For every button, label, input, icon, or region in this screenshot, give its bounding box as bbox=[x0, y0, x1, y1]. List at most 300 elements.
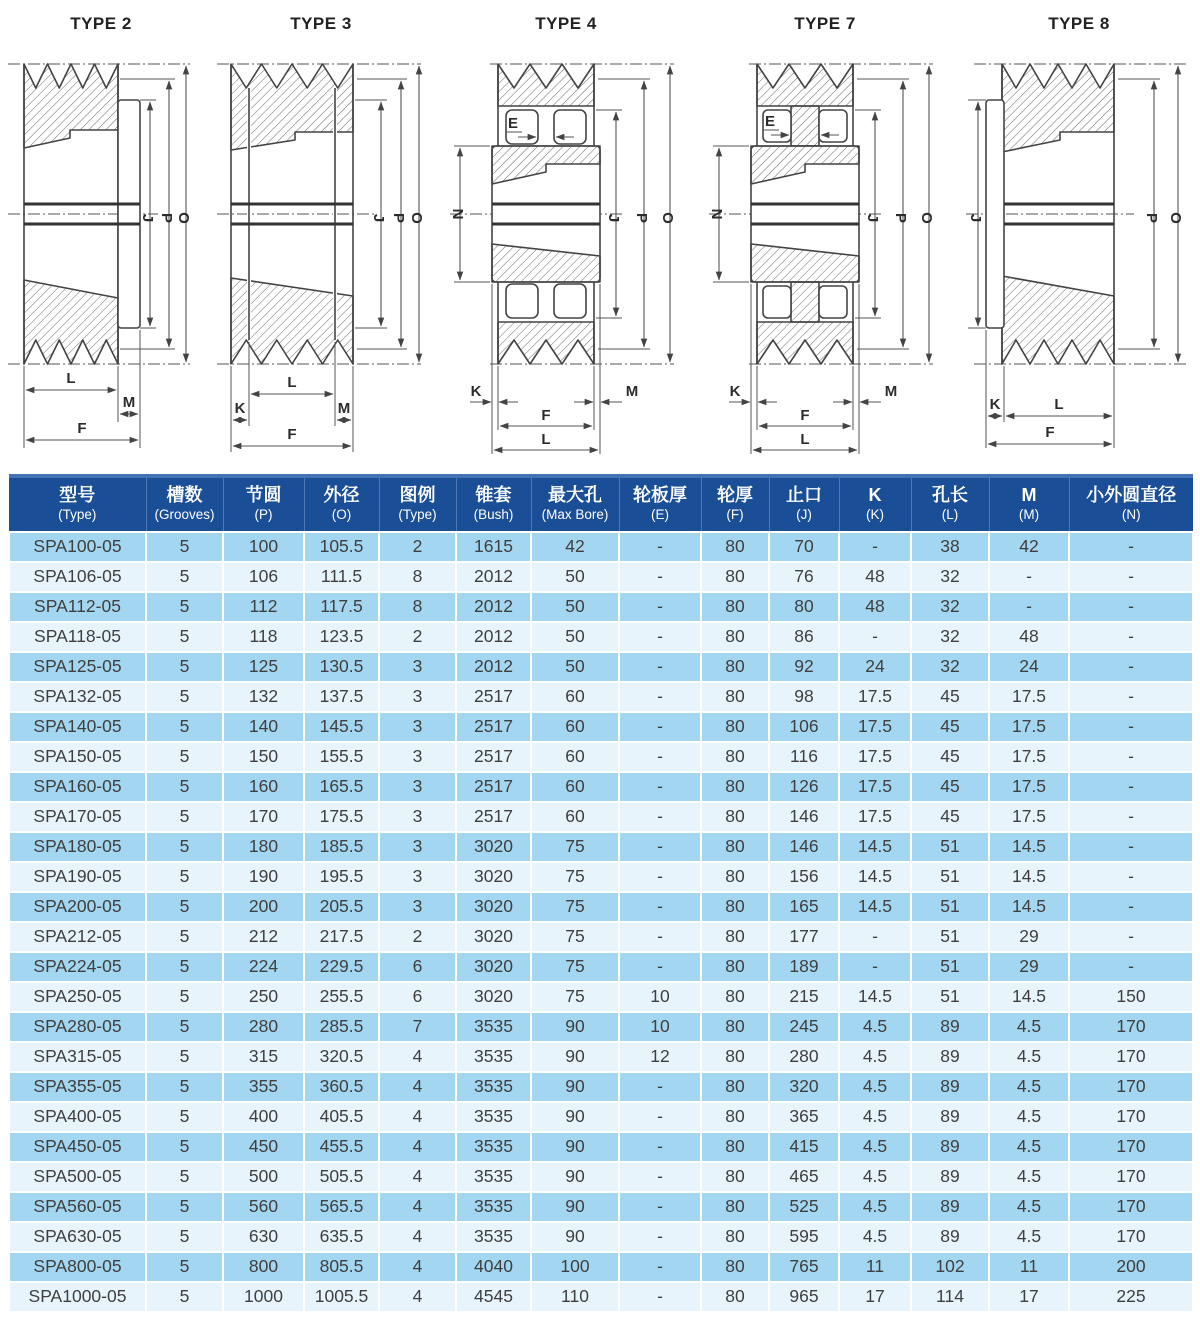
column-header bbox=[911, 476, 989, 532]
type-7-drawing bbox=[705, 34, 945, 464]
value-cell: 76 bbox=[769, 562, 839, 592]
column-header-en: (J) bbox=[796, 507, 812, 523]
value-cell: 38 bbox=[911, 532, 989, 562]
value-cell: 32 bbox=[911, 562, 989, 592]
value-cell: 4.5 bbox=[989, 1012, 1069, 1042]
value-cell: 60 bbox=[531, 742, 619, 772]
value-cell: - bbox=[619, 532, 701, 562]
value-cell: 150 bbox=[1069, 982, 1193, 1012]
type-4-drawing bbox=[446, 34, 686, 464]
model-cell: SPA125-05 bbox=[9, 652, 146, 682]
figure-type-8 bbox=[964, 0, 1194, 474]
value-cell: 3535 bbox=[456, 1192, 531, 1222]
dim-label-k: K bbox=[470, 383, 482, 400]
value-cell: 5 bbox=[146, 832, 223, 862]
value-cell: 89 bbox=[911, 1132, 989, 1162]
value-cell: 2517 bbox=[456, 712, 531, 742]
value-cell: 3 bbox=[379, 862, 456, 892]
value-cell: - bbox=[1069, 652, 1193, 682]
table-row bbox=[9, 1042, 1193, 1072]
value-cell: - bbox=[989, 562, 1069, 592]
table-row bbox=[9, 1102, 1193, 1132]
value-cell: 177 bbox=[769, 922, 839, 952]
value-cell: - bbox=[619, 802, 701, 832]
value-cell: 90 bbox=[531, 1132, 619, 1162]
model-cell: SPA100-05 bbox=[9, 532, 146, 562]
value-cell: 3020 bbox=[456, 952, 531, 982]
figure-type-2 bbox=[6, 0, 196, 474]
value-cell: 80 bbox=[701, 802, 769, 832]
dim-label-p: P bbox=[1143, 212, 1160, 224]
dim-label-n: N bbox=[449, 208, 466, 220]
value-cell: 80 bbox=[701, 862, 769, 892]
model-cell: SPA106-05 bbox=[9, 562, 146, 592]
value-cell: 80 bbox=[701, 1072, 769, 1102]
value-cell: 3020 bbox=[456, 892, 531, 922]
dim-label-o: O bbox=[659, 212, 676, 224]
value-cell: 5 bbox=[146, 1222, 223, 1252]
value-cell: 355 bbox=[223, 1072, 304, 1102]
value-cell: 320 bbox=[769, 1072, 839, 1102]
value-cell: 117.5 bbox=[304, 592, 379, 622]
value-cell: 560 bbox=[223, 1192, 304, 1222]
column-header-en: (P) bbox=[254, 507, 273, 523]
value-cell: 90 bbox=[531, 1162, 619, 1192]
model-cell: SPA630-05 bbox=[9, 1222, 146, 1252]
dim-label-f: F bbox=[800, 407, 810, 424]
value-cell: 140 bbox=[223, 712, 304, 742]
value-cell: 75 bbox=[531, 982, 619, 1012]
value-cell: 217.5 bbox=[304, 922, 379, 952]
value-cell: 17.5 bbox=[989, 742, 1069, 772]
value-cell: 360.5 bbox=[304, 1072, 379, 1102]
value-cell: 3535 bbox=[456, 1042, 531, 1072]
value-cell: 5 bbox=[146, 1012, 223, 1042]
value-cell: 4.5 bbox=[989, 1102, 1069, 1132]
value-cell: 24 bbox=[989, 652, 1069, 682]
value-cell: 17.5 bbox=[989, 712, 1069, 742]
value-cell: 4.5 bbox=[989, 1072, 1069, 1102]
value-cell: 132 bbox=[223, 682, 304, 712]
value-cell: 805.5 bbox=[304, 1252, 379, 1282]
dim-label-l: L bbox=[1054, 396, 1064, 413]
value-cell: 4545 bbox=[456, 1282, 531, 1312]
value-cell: 4 bbox=[379, 1102, 456, 1132]
value-cell: 4040 bbox=[456, 1252, 531, 1282]
column-header-en: (Type) bbox=[58, 507, 97, 523]
model-cell: SPA170-05 bbox=[9, 802, 146, 832]
value-cell: 80 bbox=[701, 892, 769, 922]
value-cell: 500 bbox=[223, 1162, 304, 1192]
value-cell: 17.5 bbox=[839, 682, 911, 712]
value-cell: 80 bbox=[701, 562, 769, 592]
value-cell: 106 bbox=[769, 712, 839, 742]
value-cell: 102 bbox=[911, 1252, 989, 1282]
value-cell: 190 bbox=[223, 862, 304, 892]
column-header bbox=[456, 476, 531, 532]
value-cell: 51 bbox=[911, 982, 989, 1012]
figure-title: TYPE 8 bbox=[1048, 14, 1110, 33]
value-cell: 5 bbox=[146, 622, 223, 652]
value-cell: 160 bbox=[223, 772, 304, 802]
value-cell: - bbox=[619, 592, 701, 622]
value-cell: 80 bbox=[701, 1162, 769, 1192]
column-header bbox=[1069, 476, 1193, 532]
value-cell: 86 bbox=[769, 622, 839, 652]
value-cell: - bbox=[1069, 802, 1193, 832]
value-cell: 14.5 bbox=[839, 982, 911, 1012]
figure-type-4 bbox=[446, 0, 686, 474]
value-cell: 800 bbox=[223, 1252, 304, 1282]
value-cell: 2012 bbox=[456, 592, 531, 622]
value-cell: 3020 bbox=[456, 982, 531, 1012]
value-cell: 17.5 bbox=[989, 682, 1069, 712]
value-cell: 2517 bbox=[456, 742, 531, 772]
column-header bbox=[223, 476, 304, 532]
dim-label-l: L bbox=[800, 431, 810, 448]
value-cell: - bbox=[619, 772, 701, 802]
model-cell: SPA560-05 bbox=[9, 1192, 146, 1222]
value-cell: 189 bbox=[769, 952, 839, 982]
value-cell: 60 bbox=[531, 772, 619, 802]
header-row bbox=[9, 476, 1193, 532]
value-cell: 4 bbox=[379, 1072, 456, 1102]
model-cell: SPA132-05 bbox=[9, 682, 146, 712]
value-cell: 125 bbox=[223, 652, 304, 682]
column-header bbox=[989, 476, 1069, 532]
value-cell: 5 bbox=[146, 1162, 223, 1192]
value-cell: 225 bbox=[1069, 1282, 1193, 1312]
value-cell: - bbox=[619, 922, 701, 952]
column-header-en: (Bush) bbox=[473, 507, 514, 523]
value-cell: 24 bbox=[839, 652, 911, 682]
value-cell: 5 bbox=[146, 982, 223, 1012]
value-cell: 165 bbox=[769, 892, 839, 922]
value-cell: 50 bbox=[531, 622, 619, 652]
value-cell: 450 bbox=[223, 1132, 304, 1162]
dim-label-o: O bbox=[408, 212, 425, 224]
value-cell: 80 bbox=[701, 1132, 769, 1162]
value-cell: 3535 bbox=[456, 1132, 531, 1162]
value-cell: 145.5 bbox=[304, 712, 379, 742]
table-row bbox=[9, 772, 1193, 802]
dim-label-j: J bbox=[605, 213, 622, 223]
value-cell: 10 bbox=[619, 1012, 701, 1042]
value-cell: 50 bbox=[531, 562, 619, 592]
value-cell: 17.5 bbox=[839, 742, 911, 772]
value-cell: 255.5 bbox=[304, 982, 379, 1012]
value-cell: 45 bbox=[911, 802, 989, 832]
column-header-cn: 小外圆直径 bbox=[1086, 485, 1177, 505]
value-cell: - bbox=[1069, 562, 1193, 592]
value-cell: 17.5 bbox=[839, 772, 911, 802]
value-cell: 180 bbox=[223, 832, 304, 862]
table-row bbox=[9, 532, 1193, 562]
value-cell: 170 bbox=[1069, 1222, 1193, 1252]
value-cell: - bbox=[619, 562, 701, 592]
dim-label-k: K bbox=[234, 400, 246, 417]
value-cell: 75 bbox=[531, 862, 619, 892]
value-cell: 14.5 bbox=[839, 892, 911, 922]
value-cell: - bbox=[1069, 862, 1193, 892]
value-cell: - bbox=[1069, 712, 1193, 742]
value-cell: 3 bbox=[379, 712, 456, 742]
value-cell: 92 bbox=[769, 652, 839, 682]
column-header-en: (M) bbox=[1018, 507, 1040, 523]
value-cell: 110 bbox=[531, 1282, 619, 1312]
value-cell: - bbox=[619, 1282, 701, 1312]
value-cell: 17 bbox=[989, 1282, 1069, 1312]
value-cell: 11 bbox=[989, 1252, 1069, 1282]
value-cell: 75 bbox=[531, 922, 619, 952]
value-cell: 3 bbox=[379, 652, 456, 682]
dim-label-o: O bbox=[1167, 212, 1184, 224]
value-cell: 32 bbox=[911, 652, 989, 682]
value-cell: 200 bbox=[1069, 1252, 1193, 1282]
dim-label-e: E bbox=[508, 115, 519, 132]
value-cell: 10 bbox=[619, 982, 701, 1012]
value-cell: 5 bbox=[146, 592, 223, 622]
value-cell: 4.5 bbox=[989, 1042, 1069, 1072]
column-header-cn: 轮厚 bbox=[717, 485, 753, 505]
model-cell: SPA400-05 bbox=[9, 1102, 146, 1132]
value-cell: 45 bbox=[911, 772, 989, 802]
model-cell: SPA118-05 bbox=[9, 622, 146, 652]
value-cell: 229.5 bbox=[304, 952, 379, 982]
value-cell: 965 bbox=[769, 1282, 839, 1312]
value-cell: 165.5 bbox=[304, 772, 379, 802]
value-cell: - bbox=[619, 952, 701, 982]
column-header bbox=[379, 476, 456, 532]
value-cell: 80 bbox=[701, 1252, 769, 1282]
value-cell: 4.5 bbox=[839, 1162, 911, 1192]
value-cell: - bbox=[1069, 922, 1193, 952]
dim-label-j: J bbox=[139, 213, 156, 223]
value-cell: - bbox=[619, 1072, 701, 1102]
value-cell: 4.5 bbox=[989, 1192, 1069, 1222]
dim-label-m: M bbox=[337, 400, 351, 417]
model-cell: SPA180-05 bbox=[9, 832, 146, 862]
drawings-strip bbox=[0, 0, 1200, 474]
table-row bbox=[9, 1132, 1193, 1162]
value-cell: 29 bbox=[989, 952, 1069, 982]
value-cell: 7 bbox=[379, 1012, 456, 1042]
value-cell: 205.5 bbox=[304, 892, 379, 922]
value-cell: 80 bbox=[701, 1282, 769, 1312]
value-cell: 17.5 bbox=[989, 772, 1069, 802]
value-cell: - bbox=[619, 1252, 701, 1282]
table-row bbox=[9, 952, 1193, 982]
value-cell: 51 bbox=[911, 892, 989, 922]
value-cell: 4 bbox=[379, 1042, 456, 1072]
value-cell: 245 bbox=[769, 1012, 839, 1042]
value-cell: 17.5 bbox=[839, 712, 911, 742]
column-header bbox=[304, 476, 379, 532]
value-cell: 5 bbox=[146, 922, 223, 952]
value-cell: 3535 bbox=[456, 1102, 531, 1132]
spec-table bbox=[8, 474, 1194, 1313]
column-header bbox=[619, 476, 701, 532]
value-cell: 8 bbox=[379, 592, 456, 622]
table-row bbox=[9, 1072, 1193, 1102]
value-cell: 5 bbox=[146, 1102, 223, 1132]
value-cell: 17.5 bbox=[839, 802, 911, 832]
value-cell: 80 bbox=[701, 1012, 769, 1042]
value-cell: - bbox=[839, 952, 911, 982]
value-cell: 80 bbox=[701, 712, 769, 742]
value-cell: 170 bbox=[1069, 1192, 1193, 1222]
value-cell: 2517 bbox=[456, 772, 531, 802]
value-cell: 2517 bbox=[456, 802, 531, 832]
value-cell: 90 bbox=[531, 1042, 619, 1072]
figure-type-7 bbox=[705, 0, 945, 474]
value-cell: 51 bbox=[911, 952, 989, 982]
value-cell: 455.5 bbox=[304, 1132, 379, 1162]
value-cell: 2 bbox=[379, 532, 456, 562]
value-cell: 3 bbox=[379, 832, 456, 862]
value-cell: 146 bbox=[769, 802, 839, 832]
value-cell: 3535 bbox=[456, 1222, 531, 1252]
value-cell: 5 bbox=[146, 952, 223, 982]
value-cell: 195.5 bbox=[304, 862, 379, 892]
value-cell: 17 bbox=[839, 1282, 911, 1312]
value-cell: 14.5 bbox=[989, 862, 1069, 892]
value-cell: 765 bbox=[769, 1252, 839, 1282]
table-row bbox=[9, 1222, 1193, 1252]
model-cell: SPA160-05 bbox=[9, 772, 146, 802]
table-row bbox=[9, 1252, 1193, 1282]
value-cell: 90 bbox=[531, 1012, 619, 1042]
value-cell: 50 bbox=[531, 652, 619, 682]
value-cell: 90 bbox=[531, 1222, 619, 1252]
value-cell: - bbox=[839, 532, 911, 562]
value-cell: 635.5 bbox=[304, 1222, 379, 1252]
value-cell: - bbox=[619, 652, 701, 682]
value-cell: 3535 bbox=[456, 1072, 531, 1102]
value-cell: - bbox=[839, 922, 911, 952]
value-cell: - bbox=[619, 832, 701, 862]
value-cell: 45 bbox=[911, 742, 989, 772]
value-cell: 14.5 bbox=[989, 982, 1069, 1012]
value-cell: 170 bbox=[1069, 1012, 1193, 1042]
value-cell: - bbox=[1069, 832, 1193, 862]
value-cell: 5 bbox=[146, 652, 223, 682]
column-header-en: (E) bbox=[651, 507, 669, 523]
value-cell: 100 bbox=[223, 532, 304, 562]
value-cell: 80 bbox=[701, 532, 769, 562]
value-cell: 50 bbox=[531, 592, 619, 622]
value-cell: 14.5 bbox=[989, 892, 1069, 922]
value-cell: 70 bbox=[769, 532, 839, 562]
value-cell: 5 bbox=[146, 862, 223, 892]
dim-label-j: J bbox=[864, 213, 881, 223]
value-cell: 89 bbox=[911, 1012, 989, 1042]
column-header-en: (N) bbox=[1121, 507, 1141, 523]
value-cell: 5 bbox=[146, 682, 223, 712]
table-row bbox=[9, 592, 1193, 622]
value-cell: 250 bbox=[223, 982, 304, 1012]
value-cell: 51 bbox=[911, 832, 989, 862]
value-cell: 12 bbox=[619, 1042, 701, 1072]
value-cell: 48 bbox=[989, 622, 1069, 652]
column-header-en: (F) bbox=[726, 507, 744, 523]
dim-label-j: J bbox=[370, 213, 387, 223]
value-cell: - bbox=[619, 682, 701, 712]
value-cell: - bbox=[1069, 742, 1193, 772]
table-row bbox=[9, 742, 1193, 772]
value-cell: 4 bbox=[379, 1132, 456, 1162]
value-cell: 6 bbox=[379, 982, 456, 1012]
value-cell: 170 bbox=[1069, 1102, 1193, 1132]
dim-label-o: O bbox=[918, 212, 935, 224]
value-cell: 185.5 bbox=[304, 832, 379, 862]
value-cell: 51 bbox=[911, 922, 989, 952]
value-cell: 4 bbox=[379, 1162, 456, 1192]
dim-label-p: P bbox=[633, 212, 650, 224]
value-cell: 98 bbox=[769, 682, 839, 712]
value-cell: 106 bbox=[223, 562, 304, 592]
dim-label-p: P bbox=[158, 212, 175, 224]
table-row bbox=[9, 922, 1193, 952]
value-cell: - bbox=[619, 1222, 701, 1252]
dim-label-f: F bbox=[287, 426, 297, 443]
value-cell: 280 bbox=[769, 1042, 839, 1072]
value-cell: 280 bbox=[223, 1012, 304, 1042]
value-cell: 3 bbox=[379, 892, 456, 922]
dim-label-o: O bbox=[175, 212, 192, 224]
column-header bbox=[839, 476, 911, 532]
type-8-drawing bbox=[964, 34, 1194, 464]
value-cell: 365 bbox=[769, 1102, 839, 1132]
column-header-cn: 型号 bbox=[59, 485, 96, 505]
value-cell: 80 bbox=[701, 622, 769, 652]
dim-label-f: F bbox=[77, 420, 87, 437]
value-cell: 89 bbox=[911, 1222, 989, 1252]
value-cell: 89 bbox=[911, 1072, 989, 1102]
value-cell: 4.5 bbox=[839, 1192, 911, 1222]
column-header-en: (K) bbox=[866, 507, 884, 523]
model-cell: SPA190-05 bbox=[9, 862, 146, 892]
value-cell: 3020 bbox=[456, 922, 531, 952]
value-cell: 320.5 bbox=[304, 1042, 379, 1072]
table-row bbox=[9, 682, 1193, 712]
value-cell: 212 bbox=[223, 922, 304, 952]
value-cell: 4 bbox=[379, 1192, 456, 1222]
value-cell: 5 bbox=[146, 562, 223, 592]
value-cell: 130.5 bbox=[304, 652, 379, 682]
column-header-cn: 节圆 bbox=[245, 485, 282, 505]
value-cell: 75 bbox=[531, 832, 619, 862]
value-cell: 4 bbox=[379, 1252, 456, 1282]
table-row bbox=[9, 832, 1193, 862]
value-cell: 5 bbox=[146, 1282, 223, 1312]
value-cell: 45 bbox=[911, 682, 989, 712]
value-cell: 80 bbox=[701, 742, 769, 772]
value-cell: - bbox=[619, 862, 701, 892]
value-cell: 4.5 bbox=[989, 1162, 1069, 1192]
value-cell: 150 bbox=[223, 742, 304, 772]
value-cell: 2517 bbox=[456, 682, 531, 712]
table-row bbox=[9, 1012, 1193, 1042]
value-cell: 170 bbox=[1069, 1042, 1193, 1072]
value-cell: 200 bbox=[223, 892, 304, 922]
model-cell: SPA212-05 bbox=[9, 922, 146, 952]
type-3-drawing bbox=[215, 34, 427, 464]
value-cell: 630 bbox=[223, 1222, 304, 1252]
value-cell: 4.5 bbox=[839, 1222, 911, 1252]
table-row bbox=[9, 1282, 1193, 1312]
value-cell: 170 bbox=[1069, 1162, 1193, 1192]
